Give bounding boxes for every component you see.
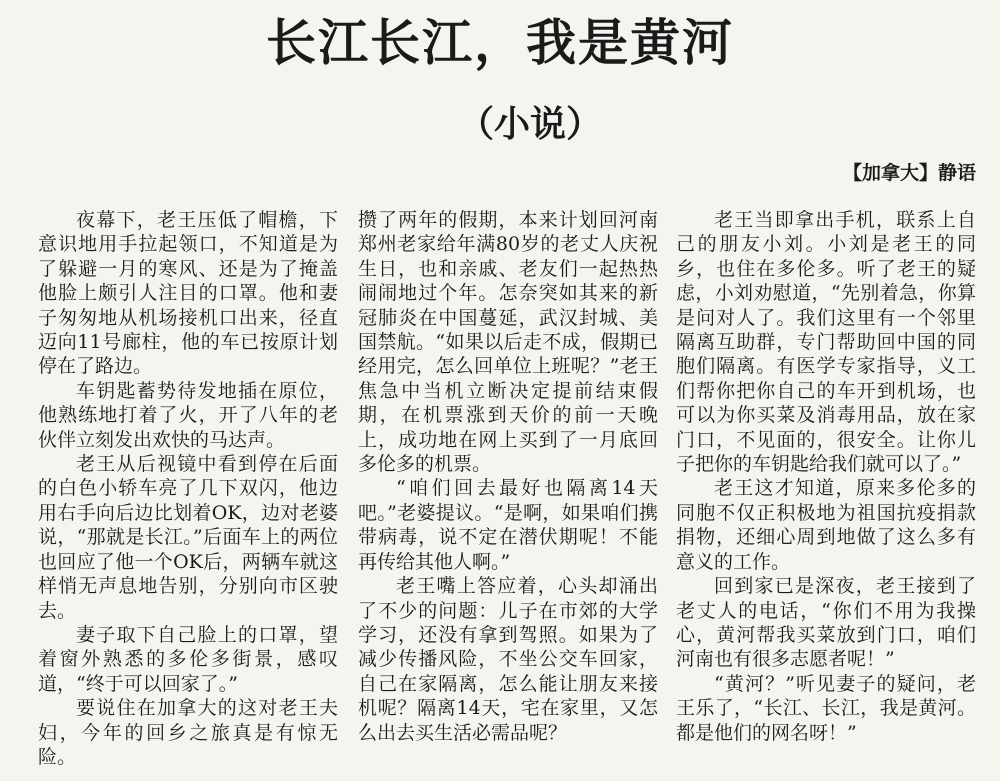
text-column-1 bbox=[38, 208, 338, 768]
paragraph: 夜幕下，老王压低了帽檐，下意识地用手拉起领口，不知道是为了躲避一月的寒风、还是为了掩盖他脸上颇引人注目的口罩。他和妻子匆匆地从机场接机口出来，径直迈向11号廊柱，他的车已按原计划停在了路边。 bbox=[38, 209, 338, 378]
paragraph: 老王嘴上答应着，心头却涌出了不少的问题：儿子在市郊的大学学习，还没有拿到驾照。如果为了减少传播风险，不坐公交车回家，自己在家隔离，怎么能让朋友来接机呢？隔离14天，宅在家里，又怎么出去买生活必需品呢？ bbox=[358, 575, 658, 744]
paragraph: 老王当即拿出手机，联系上自己的朋友小刘。小刘是老王的同乡，也住在多伦多。听了老王的疑虑，小刘劝慰道，“先别着急，你算是问对人了。我们这里有一个邻里隔离互助群，专门帮助回中国的同胞们隔离。有医学专家指导，义工们帮你把你自己的车开到机场，也可以为你买菜及消毒用品，放在家门口，不见面的，很安全。让你儿子把你的车钥匙给我们就可以了。” bbox=[676, 209, 976, 476]
paragraph: 妻子取下自己脸上的口罩，望着窗外熟悉的多伦多街景，感叹道，“终于可以回家了。” bbox=[38, 623, 338, 695]
paragraph: 回到家已是深夜，老王接到了老丈人的电话，“你们不用为我操心，黄河帮我买菜放到门口，咱们河南也有很多志愿者呢！” bbox=[676, 575, 976, 671]
article-title: 长江长江，我是黄河 bbox=[266, 14, 734, 72]
paragraph: 攒了两年的假期，本来计划回河南郑州老家给年满80岁的老丈人庆祝生日，也和亲戚、老友们一起热热闹闹地过个年。怎奈突如其来的新冠肺炎在中国蔓延，武汉封城、美国禁航。“如果以后走不成，假期已经用完，怎么回单位上班呢？”老王焦急中当机立断决定提前结束假期，在机票涨到天价的前一天晚上，成功地在网上买到了一月底回多伦多的机票。 bbox=[358, 209, 658, 476]
paragraph: 老王这才知道，原来多伦多的同胞不仅正积极地为祖国抗疫捐款捐物，还细心周到地做了这么多有意义的工作。 bbox=[676, 477, 976, 573]
author-byline: 【加拿大】静语 bbox=[842, 162, 976, 184]
text-column-3 bbox=[676, 208, 976, 768]
paragraph: 车钥匙蓄势待发地插在原位，他熟练地打着了火，开了八年的老伙伴立刻发出欢快的马达声。 bbox=[38, 379, 338, 451]
text-column-2 bbox=[358, 208, 658, 768]
article-subtitle: （小说） bbox=[457, 104, 602, 145]
paragraph: 老王从后视镜中看到停在后面的白色小轿车亮了几下双闪，他边用右手向后边比划着OK，边对老婆说，“那就是长江。”后面车上的两位也回应了他一个OK后，两辆车就这样悄无声息地告别，分别向市区驶去。 bbox=[38, 453, 338, 622]
paragraph: “咱们回去最好也隔离14天吧。”老婆提议。“是啊，如果咱们携带病毒，说不定在潜伏期呢！不能再传给其他人啊。” bbox=[358, 477, 658, 573]
paragraph: “黄河？”听见妻子的疑问，老王乐了，“长江、长江，我是黄河。都是他们的网名呀！” bbox=[676, 672, 976, 744]
paragraph: 要说住在加拿大的这对老王夫妇，今年的回乡之旅真是有惊无险。 bbox=[38, 697, 338, 768]
